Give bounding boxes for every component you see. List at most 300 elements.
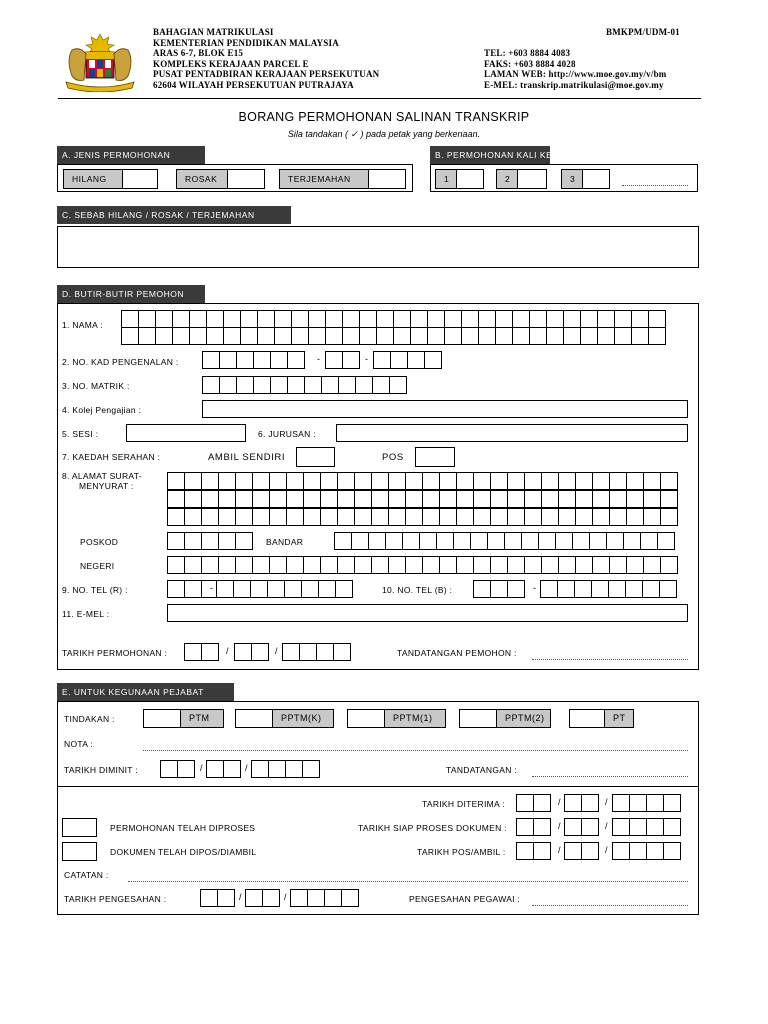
- char-cell[interactable]: [189, 310, 207, 328]
- char-cell[interactable]: [609, 508, 627, 526]
- char-cell[interactable]: [206, 310, 224, 328]
- char-cell[interactable]: [563, 310, 581, 328]
- char-cell[interactable]: [470, 532, 488, 550]
- char-cell[interactable]: [422, 508, 440, 526]
- char-cell[interactable]: [268, 760, 286, 778]
- tarikh-pos-day[interactable]: [516, 842, 550, 860]
- char-cell[interactable]: [325, 327, 343, 345]
- char-cell[interactable]: [424, 351, 442, 369]
- char-cell[interactable]: [269, 556, 287, 574]
- tandatangan-pemohon-line[interactable]: [532, 659, 688, 660]
- tarikh-diminit-month[interactable]: [206, 760, 240, 778]
- char-cell[interactable]: [287, 351, 305, 369]
- char-cell[interactable]: [320, 472, 338, 490]
- char-cell[interactable]: [541, 472, 559, 490]
- char-cell[interactable]: [303, 556, 321, 574]
- char-cell[interactable]: [262, 889, 280, 907]
- char-cell[interactable]: [318, 580, 336, 598]
- char-cell[interactable]: [138, 327, 156, 345]
- char-cell[interactable]: [473, 556, 491, 574]
- char-cell[interactable]: [646, 818, 664, 836]
- char-cell[interactable]: [218, 472, 236, 490]
- char-cell[interactable]: [533, 818, 551, 836]
- char-cell[interactable]: [625, 580, 643, 598]
- ambil-sendiri-checkbox[interactable]: [296, 447, 335, 467]
- char-cell[interactable]: [303, 508, 321, 526]
- char-cell[interactable]: [341, 889, 359, 907]
- char-cell[interactable]: [333, 643, 351, 661]
- char-cell[interactable]: [167, 490, 185, 508]
- char-cell[interactable]: [516, 794, 534, 812]
- char-cell[interactable]: [236, 376, 254, 394]
- char-cell[interactable]: [240, 310, 258, 328]
- char-cell[interactable]: [286, 472, 304, 490]
- char-cell[interactable]: [270, 376, 288, 394]
- dokumen-dipos-checkbox[interactable]: [62, 842, 97, 861]
- char-cell[interactable]: [478, 327, 496, 345]
- char-cell[interactable]: [253, 351, 271, 369]
- char-cell[interactable]: [606, 532, 624, 550]
- char-cell[interactable]: [184, 580, 202, 598]
- char-cell[interactable]: [646, 842, 664, 860]
- char-cell[interactable]: [575, 472, 593, 490]
- char-cell[interactable]: [355, 376, 373, 394]
- char-cell[interactable]: [643, 490, 661, 508]
- char-cell[interactable]: [541, 508, 559, 526]
- char-cell[interactable]: [580, 327, 598, 345]
- char-cell[interactable]: [663, 818, 681, 836]
- jurusan-input[interactable]: [336, 424, 688, 442]
- char-cell[interactable]: [546, 327, 564, 345]
- char-cell[interactable]: [359, 327, 377, 345]
- char-cell[interactable]: [453, 532, 471, 550]
- char-cell[interactable]: [642, 580, 660, 598]
- char-cell[interactable]: [660, 490, 678, 508]
- char-cell[interactable]: [342, 310, 360, 328]
- char-cell[interactable]: [257, 310, 275, 328]
- char-cell[interactable]: [253, 376, 271, 394]
- option-terjemahan-checkbox[interactable]: [368, 169, 406, 189]
- alamat-grid-row1[interactable]: [167, 472, 677, 490]
- char-cell[interactable]: [201, 556, 219, 574]
- char-cell[interactable]: [575, 556, 593, 574]
- ic-grid-part1[interactable]: [202, 351, 304, 369]
- char-cell[interactable]: [316, 643, 334, 661]
- tarikh-siap-month[interactable]: [564, 818, 598, 836]
- char-cell[interactable]: [354, 556, 372, 574]
- char-cell[interactable]: [304, 376, 322, 394]
- char-cell[interactable]: [609, 472, 627, 490]
- char-cell[interactable]: [591, 580, 609, 598]
- tarikh-diminit-day[interactable]: [160, 760, 194, 778]
- char-cell[interactable]: [269, 490, 287, 508]
- emel-input[interactable]: [167, 604, 688, 622]
- char-cell[interactable]: [643, 472, 661, 490]
- pos-checkbox[interactable]: [415, 447, 455, 467]
- char-cell[interactable]: [235, 532, 253, 550]
- char-cell[interactable]: [473, 580, 491, 598]
- char-cell[interactable]: [218, 556, 236, 574]
- char-cell[interactable]: [320, 556, 338, 574]
- char-cell[interactable]: [507, 472, 525, 490]
- char-cell[interactable]: [324, 889, 342, 907]
- char-cell[interactable]: [592, 472, 610, 490]
- char-cell[interactable]: [200, 889, 218, 907]
- char-cell[interactable]: [495, 310, 513, 328]
- char-cell[interactable]: [623, 532, 641, 550]
- char-cell[interactable]: [308, 310, 326, 328]
- permohonan-diproses-checkbox[interactable]: [62, 818, 97, 837]
- char-cell[interactable]: [439, 508, 457, 526]
- char-cell[interactable]: [218, 490, 236, 508]
- char-cell[interactable]: [410, 310, 428, 328]
- char-cell[interactable]: [512, 327, 530, 345]
- char-cell[interactable]: [167, 556, 185, 574]
- tarikh-pos-month[interactable]: [564, 842, 598, 860]
- char-cell[interactable]: [521, 532, 539, 550]
- matrik-grid[interactable]: [202, 376, 406, 394]
- char-cell[interactable]: [529, 310, 547, 328]
- char-cell[interactable]: [558, 556, 576, 574]
- char-cell[interactable]: [490, 490, 508, 508]
- char-cell[interactable]: [354, 508, 372, 526]
- char-cell[interactable]: [660, 472, 678, 490]
- char-cell[interactable]: [626, 508, 644, 526]
- char-cell[interactable]: [184, 556, 202, 574]
- char-cell[interactable]: [337, 556, 355, 574]
- char-cell[interactable]: [597, 327, 615, 345]
- char-cell[interactable]: [303, 472, 321, 490]
- tindakan-pptm2-checkbox[interactable]: [459, 709, 497, 728]
- char-cell[interactable]: [291, 310, 309, 328]
- char-cell[interactable]: [422, 556, 440, 574]
- tarikh-diterima-year[interactable]: [612, 794, 680, 812]
- char-cell[interactable]: [640, 532, 658, 550]
- char-cell[interactable]: [524, 490, 542, 508]
- char-cell[interactable]: [301, 580, 319, 598]
- char-cell[interactable]: [540, 580, 558, 598]
- char-cell[interactable]: [478, 310, 496, 328]
- char-cell[interactable]: [614, 310, 632, 328]
- char-cell[interactable]: [235, 490, 253, 508]
- char-cell[interactable]: [389, 376, 407, 394]
- char-cell[interactable]: [267, 580, 285, 598]
- char-cell[interactable]: [646, 794, 664, 812]
- char-cell[interactable]: [507, 508, 525, 526]
- char-cell[interactable]: [269, 508, 287, 526]
- tel-b-grid-part1[interactable]: [473, 580, 524, 598]
- char-cell[interactable]: [201, 490, 219, 508]
- tindakan-ptm-checkbox[interactable]: [143, 709, 181, 728]
- char-cell[interactable]: [456, 490, 474, 508]
- char-cell[interactable]: [201, 643, 219, 661]
- char-cell[interactable]: [626, 490, 644, 508]
- char-cell[interactable]: [274, 327, 292, 345]
- char-cell[interactable]: [393, 310, 411, 328]
- char-cell[interactable]: [321, 376, 339, 394]
- char-cell[interactable]: [456, 472, 474, 490]
- char-cell[interactable]: [388, 508, 406, 526]
- char-cell[interactable]: [342, 351, 360, 369]
- char-cell[interactable]: [286, 556, 304, 574]
- char-cell[interactable]: [456, 508, 474, 526]
- char-cell[interactable]: [302, 760, 320, 778]
- char-cell[interactable]: [167, 472, 185, 490]
- char-cell[interactable]: [427, 327, 445, 345]
- tarikh-permohonan-year[interactable]: [282, 643, 350, 661]
- pengesahan-pegawai-line[interactable]: [532, 905, 688, 906]
- char-cell[interactable]: [274, 310, 292, 328]
- char-cell[interactable]: [282, 643, 300, 661]
- tarikh-pengesahan-month[interactable]: [245, 889, 279, 907]
- sebab-textarea[interactable]: [57, 226, 699, 268]
- char-cell[interactable]: [270, 351, 288, 369]
- char-cell[interactable]: [473, 472, 491, 490]
- char-cell[interactable]: [240, 327, 258, 345]
- char-cell[interactable]: [252, 556, 270, 574]
- char-cell[interactable]: [201, 472, 219, 490]
- char-cell[interactable]: [524, 556, 542, 574]
- char-cell[interactable]: [558, 490, 576, 508]
- char-cell[interactable]: [177, 760, 195, 778]
- char-cell[interactable]: [376, 310, 394, 328]
- char-cell[interactable]: [201, 532, 219, 550]
- char-cell[interactable]: [626, 556, 644, 574]
- char-cell[interactable]: [121, 310, 139, 328]
- char-cell[interactable]: [233, 580, 251, 598]
- char-cell[interactable]: [629, 842, 647, 860]
- char-cell[interactable]: [524, 508, 542, 526]
- char-cell[interactable]: [325, 310, 343, 328]
- char-cell[interactable]: [235, 472, 253, 490]
- char-cell[interactable]: [388, 556, 406, 574]
- char-cell[interactable]: [580, 310, 598, 328]
- tarikh-permohonan-month[interactable]: [234, 643, 268, 661]
- char-cell[interactable]: [663, 842, 681, 860]
- char-cell[interactable]: [444, 310, 462, 328]
- alamat-grid-row2[interactable]: [167, 490, 677, 508]
- char-cell[interactable]: [490, 472, 508, 490]
- char-cell[interactable]: [538, 532, 556, 550]
- tarikh-pengesahan-year[interactable]: [290, 889, 358, 907]
- char-cell[interactable]: [575, 490, 593, 508]
- char-cell[interactable]: [155, 310, 173, 328]
- tindakan-pt-checkbox[interactable]: [569, 709, 605, 728]
- char-cell[interactable]: [555, 532, 573, 550]
- char-cell[interactable]: [351, 532, 369, 550]
- char-cell[interactable]: [422, 490, 440, 508]
- char-cell[interactable]: [337, 490, 355, 508]
- char-cell[interactable]: [575, 508, 593, 526]
- char-cell[interactable]: [419, 532, 437, 550]
- char-cell[interactable]: [487, 532, 505, 550]
- tarikh-pengesahan-day[interactable]: [200, 889, 234, 907]
- char-cell[interactable]: [218, 532, 236, 550]
- tarikh-permohonan-day[interactable]: [184, 643, 218, 661]
- char-cell[interactable]: [614, 327, 632, 345]
- negeri-grid[interactable]: [167, 556, 677, 574]
- char-cell[interactable]: [597, 310, 615, 328]
- nota-line[interactable]: [143, 750, 688, 751]
- char-cell[interactable]: [659, 580, 677, 598]
- char-cell[interactable]: [223, 310, 241, 328]
- char-cell[interactable]: [612, 818, 630, 836]
- char-cell[interactable]: [558, 508, 576, 526]
- char-cell[interactable]: [629, 818, 647, 836]
- char-cell[interactable]: [155, 327, 173, 345]
- char-cell[interactable]: [405, 490, 423, 508]
- char-cell[interactable]: [507, 556, 525, 574]
- char-cell[interactable]: [490, 580, 508, 598]
- tarikh-pos-year[interactable]: [612, 842, 680, 860]
- char-cell[interactable]: [160, 760, 178, 778]
- char-cell[interactable]: [342, 327, 360, 345]
- char-cell[interactable]: [257, 327, 275, 345]
- char-cell[interactable]: [354, 490, 372, 508]
- char-cell[interactable]: [325, 351, 343, 369]
- char-cell[interactable]: [407, 351, 425, 369]
- char-cell[interactable]: [612, 842, 630, 860]
- char-cell[interactable]: [629, 794, 647, 812]
- char-cell[interactable]: [461, 327, 479, 345]
- poskod-grid[interactable]: [167, 532, 252, 550]
- tel-b-grid-part2[interactable]: [540, 580, 676, 598]
- char-cell[interactable]: [202, 351, 220, 369]
- char-cell[interactable]: [167, 508, 185, 526]
- char-cell[interactable]: [236, 351, 254, 369]
- option-hilang-checkbox[interactable]: [122, 169, 158, 189]
- char-cell[interactable]: [219, 351, 237, 369]
- char-cell[interactable]: [216, 580, 234, 598]
- char-cell[interactable]: [581, 818, 599, 836]
- sesi-input[interactable]: [126, 424, 246, 442]
- char-cell[interactable]: [410, 327, 428, 345]
- char-cell[interactable]: [405, 472, 423, 490]
- char-cell[interactable]: [337, 508, 355, 526]
- char-cell[interactable]: [206, 760, 224, 778]
- char-cell[interactable]: [439, 472, 457, 490]
- char-cell[interactable]: [490, 556, 508, 574]
- nama-grid-row1[interactable]: [121, 310, 665, 328]
- char-cell[interactable]: [167, 532, 185, 550]
- char-cell[interactable]: [609, 490, 627, 508]
- char-cell[interactable]: [592, 508, 610, 526]
- option-kali-2-checkbox[interactable]: [517, 169, 547, 189]
- char-cell[interactable]: [234, 643, 252, 661]
- char-cell[interactable]: [608, 580, 626, 598]
- char-cell[interactable]: [507, 490, 525, 508]
- char-cell[interactable]: [371, 508, 389, 526]
- char-cell[interactable]: [564, 818, 582, 836]
- bandar-grid[interactable]: [334, 532, 674, 550]
- char-cell[interactable]: [286, 508, 304, 526]
- char-cell[interactable]: [250, 580, 268, 598]
- option-kali-1-checkbox[interactable]: [456, 169, 484, 189]
- char-cell[interactable]: [557, 580, 575, 598]
- char-cell[interactable]: [172, 310, 190, 328]
- char-cell[interactable]: [287, 376, 305, 394]
- char-cell[interactable]: [461, 310, 479, 328]
- tindakan-pptm1-checkbox[interactable]: [347, 709, 385, 728]
- char-cell[interactable]: [504, 532, 522, 550]
- char-cell[interactable]: [307, 889, 325, 907]
- char-cell[interactable]: [184, 643, 202, 661]
- char-cell[interactable]: [564, 842, 582, 860]
- char-cell[interactable]: [337, 472, 355, 490]
- char-cell[interactable]: [320, 490, 338, 508]
- nama-grid-row2[interactable]: [121, 327, 665, 345]
- char-cell[interactable]: [218, 508, 236, 526]
- char-cell[interactable]: [507, 580, 525, 598]
- option-kali-3-checkbox[interactable]: [582, 169, 610, 189]
- char-cell[interactable]: [368, 532, 386, 550]
- char-cell[interactable]: [436, 532, 454, 550]
- char-cell[interactable]: [184, 508, 202, 526]
- char-cell[interactable]: [541, 490, 559, 508]
- char-cell[interactable]: [184, 532, 202, 550]
- char-cell[interactable]: [574, 580, 592, 598]
- char-cell[interactable]: [495, 327, 513, 345]
- char-cell[interactable]: [660, 556, 678, 574]
- kali-other-line[interactable]: [622, 185, 688, 186]
- char-cell[interactable]: [219, 376, 237, 394]
- catatan-line[interactable]: [128, 881, 688, 882]
- char-cell[interactable]: [660, 508, 678, 526]
- char-cell[interactable]: [338, 376, 356, 394]
- char-cell[interactable]: [533, 794, 551, 812]
- char-cell[interactable]: [558, 472, 576, 490]
- char-cell[interactable]: [388, 472, 406, 490]
- tindakan-pptmk-checkbox[interactable]: [235, 709, 273, 728]
- char-cell[interactable]: [564, 794, 582, 812]
- char-cell[interactable]: [184, 490, 202, 508]
- char-cell[interactable]: [631, 327, 649, 345]
- char-cell[interactable]: [643, 508, 661, 526]
- char-cell[interactable]: [299, 643, 317, 661]
- char-cell[interactable]: [648, 327, 666, 345]
- char-cell[interactable]: [291, 327, 309, 345]
- char-cell[interactable]: [303, 490, 321, 508]
- char-cell[interactable]: [252, 490, 270, 508]
- tarikh-siap-year[interactable]: [612, 818, 680, 836]
- char-cell[interactable]: [138, 310, 156, 328]
- char-cell[interactable]: [663, 794, 681, 812]
- kolej-input[interactable]: [202, 400, 688, 418]
- ic-grid-part3[interactable]: [373, 351, 441, 369]
- char-cell[interactable]: [206, 327, 224, 345]
- char-cell[interactable]: [371, 472, 389, 490]
- char-cell[interactable]: [572, 532, 590, 550]
- char-cell[interactable]: [512, 310, 530, 328]
- char-cell[interactable]: [251, 760, 269, 778]
- char-cell[interactable]: [235, 556, 253, 574]
- char-cell[interactable]: [252, 508, 270, 526]
- char-cell[interactable]: [376, 327, 394, 345]
- tarikh-diminit-year[interactable]: [251, 760, 319, 778]
- char-cell[interactable]: [546, 310, 564, 328]
- char-cell[interactable]: [217, 889, 235, 907]
- char-cell[interactable]: [589, 532, 607, 550]
- char-cell[interactable]: [371, 490, 389, 508]
- char-cell[interactable]: [456, 556, 474, 574]
- char-cell[interactable]: [581, 842, 599, 860]
- char-cell[interactable]: [189, 327, 207, 345]
- char-cell[interactable]: [439, 490, 457, 508]
- char-cell[interactable]: [184, 472, 202, 490]
- char-cell[interactable]: [285, 760, 303, 778]
- char-cell[interactable]: [529, 327, 547, 345]
- char-cell[interactable]: [223, 760, 241, 778]
